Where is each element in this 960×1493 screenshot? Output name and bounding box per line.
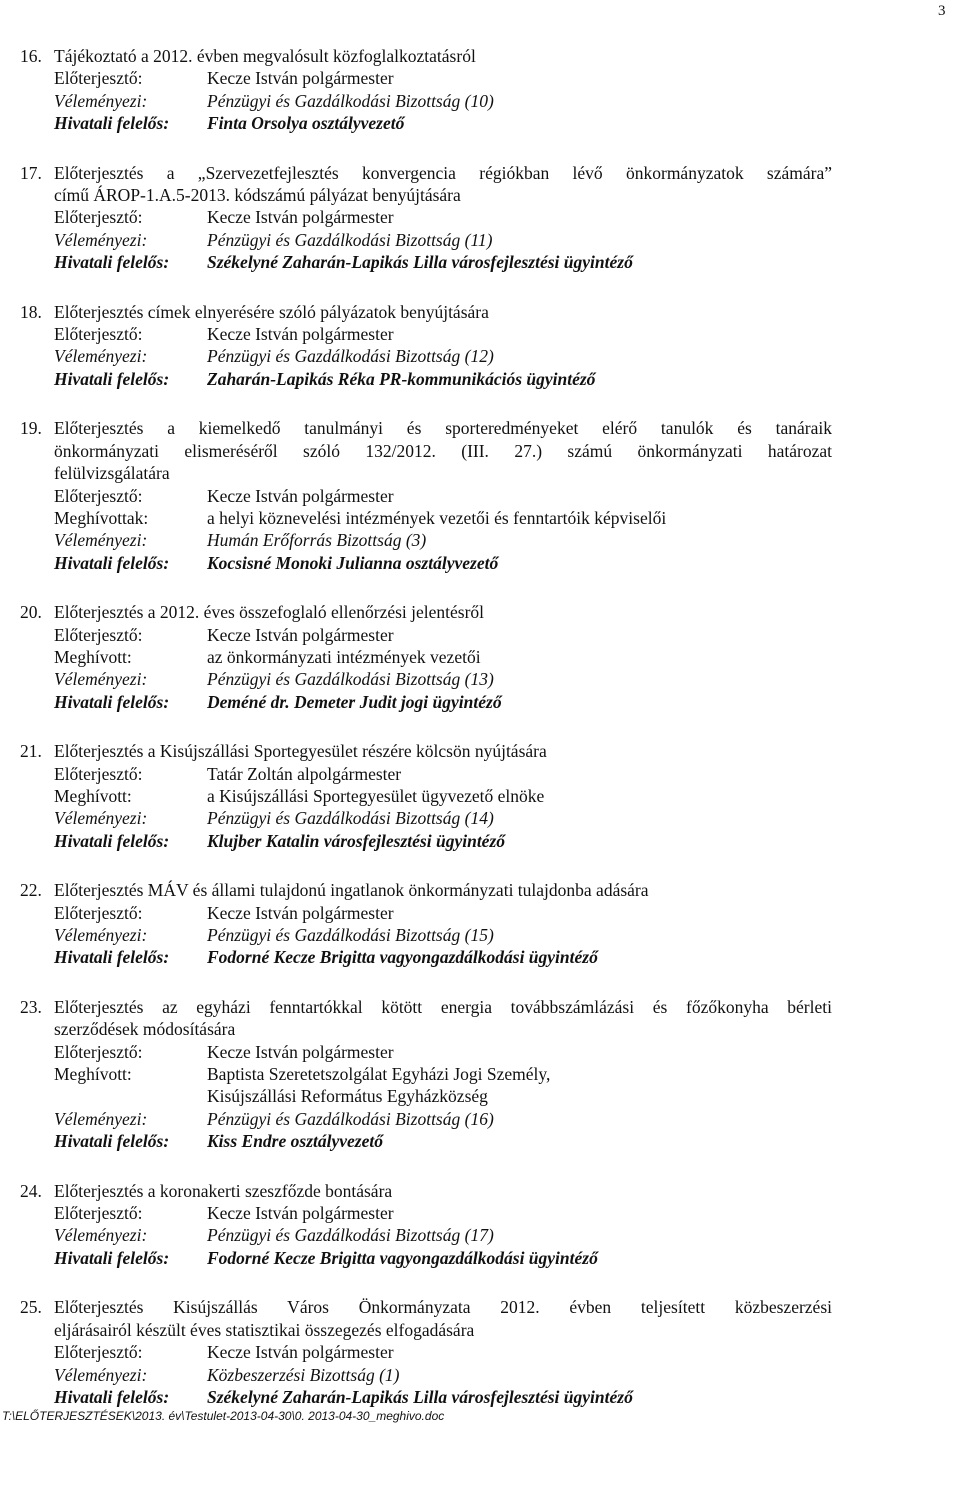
agenda-item-detail-row [20, 785, 832, 807]
agenda-item-number: 20. [20, 602, 42, 623]
detail-value: Kecze István polgármester [207, 1342, 394, 1363]
detail-label: Hivatali felelős: [54, 1131, 170, 1152]
detail-value: Kiss Endre osztályvezető [207, 1131, 383, 1152]
agenda-item [20, 1296, 832, 1408]
agenda-item-number: 22. [20, 880, 42, 901]
detail-value: Pénzügyi és Gazdálkodási Bizottság (16) [207, 1108, 494, 1129]
agenda-item-title [54, 601, 832, 623]
detail-label: Hivatali felelős: [54, 368, 170, 389]
agenda-item-number: 16. [20, 46, 42, 66]
detail-label: Előterjesztő: [54, 763, 143, 784]
agenda-item-number: 25. [20, 1297, 42, 1318]
detail-value: Deméné dr. Demeter Judit jogi ügyintéző [207, 691, 502, 712]
detail-label: Véleményezi: [54, 1108, 148, 1129]
detail-label: Előterjesztő: [54, 485, 143, 506]
agenda-item-title-line: Előterjesztés címek elnyerésére szóló pályázatok benyújtására [54, 301, 489, 322]
agenda-item [20, 301, 832, 391]
agenda-item-detail-row [20, 112, 832, 134]
detail-value: Kisújszállási Református Egyházközség [207, 1086, 488, 1107]
agenda-item-detail-row [20, 1247, 832, 1269]
detail-label: Véleményezi: [54, 1225, 148, 1246]
detail-label: Előterjesztő: [54, 1041, 143, 1062]
agenda-item-detail-row [20, 1085, 832, 1107]
agenda-item-title-line: Előterjesztés a Kisújszállási Sportegyesület részére kölcsön nyújtására [54, 741, 547, 762]
agenda-item-detail-row [20, 946, 832, 968]
detail-value: Klujber Katalin városfejlesztési ügyintéző [207, 830, 506, 851]
detail-label: Meghívottak: [54, 507, 149, 528]
detail-value: az önkormányzati intézmények vezetői [207, 646, 481, 667]
detail-value: a Kisújszállási Sportegyesület ügyvezető elnöke [207, 785, 545, 806]
detail-value: Kecze István polgármester [207, 485, 394, 506]
detail-value: Kecze István polgármester [207, 324, 394, 345]
agenda-item-detail-row [20, 1341, 832, 1363]
agenda-item-title-line: Előterjesztés az egyházi fenntartókkal kötött energia továbbszámlázási és főzőkonyha bérleti [54, 996, 832, 1017]
agenda-item-title [54, 162, 832, 207]
detail-label: Meghívott: [54, 785, 132, 806]
detail-value: Kecze István polgármester [207, 1203, 394, 1224]
detail-label: Előterjesztő: [54, 324, 143, 345]
detail-value: Fodorné Kecze Brigitta vagyongazdálkodási ügyintéző [207, 1247, 598, 1268]
page-number: 3 [938, 3, 946, 19]
agenda-item-detail-row [20, 1130, 832, 1152]
agenda-item-detail-row [20, 691, 832, 713]
detail-label: Véleményezi: [54, 530, 148, 551]
detail-label: Hivatali felelős: [54, 947, 170, 968]
detail-label: Hivatali felelős: [54, 1247, 170, 1268]
agenda-item [20, 1180, 832, 1270]
detail-label: Előterjesztő: [54, 207, 143, 228]
detail-value: Tatár Zoltán alpolgármester [207, 763, 402, 784]
agenda-item-number: 17. [20, 162, 42, 183]
agenda-item [20, 996, 832, 1153]
agenda-item-title-line: önkormányzati elismeréséről szóló 132/2012. (III. 27.) számú önkormányzati határozat [54, 440, 832, 461]
agenda-item [20, 879, 832, 969]
agenda-item-title-line: szerződések módosítására [54, 1019, 236, 1040]
agenda-item-title-line: Előterjesztés Kisújszállás Város Önkormányzata 2012. évben teljesített közbeszerzési [54, 1297, 832, 1318]
agenda-item-detail-row [20, 1108, 832, 1130]
detail-value: Pénzügyi és Gazdálkodási Bizottság (12) [207, 346, 494, 367]
agenda-item-detail-row [20, 1063, 832, 1085]
detail-label: Véleményezi: [54, 925, 148, 945]
detail-label: Hivatali felelős: [54, 830, 170, 851]
agenda-item-detail-row [20, 485, 832, 507]
agenda-item-detail-row [20, 1041, 832, 1063]
agenda-item-detail-row [20, 1202, 832, 1224]
agenda-item [20, 601, 832, 713]
agenda-item-number: 23. [20, 996, 42, 1017]
detail-label: Előterjesztő: [54, 68, 143, 89]
detail-value: Pénzügyi és Gazdálkodási Bizottság (15) [207, 925, 494, 945]
agenda-list [20, 45, 832, 1408]
detail-value: Humán Erőforrás Bizottság (3) [207, 530, 427, 551]
agenda-item-title [54, 45, 832, 67]
detail-value: Pénzügyi és Gazdálkodási Bizottság (13) [207, 669, 494, 690]
detail-label: Hivatali felelős: [54, 691, 170, 712]
agenda-item [20, 162, 832, 274]
detail-value: Baptista Szeretetszolgálat Egyházi Jogi Személy, [207, 1064, 551, 1085]
detail-value: Közbeszerzési Bizottság (1) [207, 1364, 400, 1385]
agenda-item-detail-row [20, 251, 832, 273]
agenda-item-title [54, 417, 832, 484]
detail-label: Előterjesztő: [54, 624, 143, 645]
detail-label [54, 1085, 207, 1107]
agenda-item-detail-row [20, 90, 832, 112]
agenda-item-title [54, 1296, 832, 1341]
detail-value: a helyi köznevelési intézmények vezetői és fenntartóik képviselői [207, 507, 667, 528]
agenda-item-title-line: Előterjesztés a kiemelkedő tanulmányi és sporteredményeket elérő tanulók és tanáraik [54, 418, 832, 439]
agenda-item-detail-row [20, 323, 832, 345]
agenda-item-title-line: Tájékoztató a 2012. évben megvalósult közfoglalkoztatásról [54, 46, 476, 66]
agenda-item-number: 18. [20, 301, 42, 322]
agenda-item-detail-row [20, 1224, 832, 1246]
agenda-item [20, 417, 832, 574]
detail-label: Véleményezi: [54, 346, 148, 367]
detail-label: Előterjesztő: [54, 1203, 143, 1224]
detail-label: Véleményezi: [54, 229, 148, 250]
detail-label: Véleményezi: [54, 669, 148, 690]
detail-value: Székelyné Zaharán-Lapikás Lilla városfejlesztési ügyintéző [207, 1386, 633, 1407]
agenda-item-detail-row [20, 529, 832, 551]
detail-label: Hivatali felelős: [54, 252, 170, 273]
detail-label: Véleményezi: [54, 90, 148, 111]
agenda-item-detail-row [20, 763, 832, 785]
detail-label: Véleményezi: [54, 808, 148, 829]
detail-label: Hivatali felelős: [54, 113, 170, 134]
agenda-item-detail-row [20, 345, 832, 367]
detail-value: Pénzügyi és Gazdálkodási Bizottság (11) [207, 229, 493, 250]
agenda-item-detail-row [20, 507, 832, 529]
agenda-item-title [54, 996, 832, 1041]
detail-label: Hivatali felelős: [54, 552, 170, 573]
agenda-item-detail-row [20, 902, 832, 924]
detail-label: Véleményezi: [54, 1364, 148, 1385]
agenda-item-detail-row [20, 206, 832, 228]
agenda-item-detail-row [20, 807, 832, 829]
agenda-item-title-line: eljárásairól készült éves statisztikai összegezés elfogadására [54, 1319, 475, 1340]
detail-value: Pénzügyi és Gazdálkodási Bizottság (17) [207, 1225, 494, 1246]
detail-value: Pénzügyi és Gazdálkodási Bizottság (10) [207, 90, 494, 111]
agenda-item-title-line: Előterjesztés a koronakerti szeszfőzde bontására [54, 1180, 393, 1201]
agenda-item-title-line: című ÁROP-1.A.5-2013. kódszámú pályázat benyújtására [54, 185, 461, 206]
footer-file-path: T:\ELŐTERJESZTÉSEK\2013. év\Testulet-2013-04-30\0. 2013-04-30_meghivo.doc [2, 1409, 445, 1423]
agenda-item-number: 21. [20, 741, 42, 762]
agenda-item-title [54, 879, 832, 901]
agenda-item-title [54, 1180, 832, 1202]
detail-value: Finta Orsolya osztályvezető [207, 113, 405, 134]
detail-value: Kocsisné Monoki Julianna osztályvezető [207, 552, 499, 573]
agenda-item-title-line: felülvizsgálatára [54, 463, 170, 484]
detail-value: Székelyné Zaharán-Lapikás Lilla városfejlesztési ügyintéző [207, 252, 633, 273]
detail-value: Zaharán-Lapikás Réka PR-kommunikációs ügyintéző [207, 368, 596, 389]
detail-label: Előterjesztő: [54, 1342, 143, 1363]
detail-label: Előterjesztő: [54, 902, 143, 923]
agenda-item-title-line: Előterjesztés a 2012. éves összefoglaló ellenőrzési jelentésről [54, 602, 485, 623]
detail-value: Kecze István polgármester [207, 902, 394, 923]
agenda-item [20, 740, 832, 852]
agenda-item-detail-row [20, 1364, 832, 1386]
agenda-item-detail-row [20, 229, 832, 251]
agenda-item-title [54, 740, 832, 762]
agenda-item-title-line: Előterjesztés MÁV és állami tulajdonú ingatlanok önkormányzati tulajdonba adására [54, 880, 649, 901]
detail-value: Kecze István polgármester [207, 624, 394, 645]
detail-label: Meghívott: [54, 646, 132, 667]
detail-label: Meghívott: [54, 1064, 132, 1085]
agenda-item-number: 19. [20, 418, 42, 439]
agenda-item-detail-row [20, 368, 832, 390]
agenda-item-detail-row [20, 552, 832, 574]
agenda-item-title-line: Előterjesztés a „Szervezetfejlesztés konvergencia régiókban lévő önkormányzatok számára” [54, 162, 832, 183]
agenda-item-detail-row [20, 624, 832, 646]
detail-value: Kecze István polgármester [207, 1041, 394, 1062]
agenda-item-detail-row [20, 924, 832, 946]
agenda-item [20, 45, 832, 135]
agenda-item-detail-row [20, 668, 832, 690]
agenda-item-number: 24. [20, 1180, 42, 1201]
detail-value: Kecze István polgármester [207, 207, 394, 228]
detail-value: Pénzügyi és Gazdálkodási Bizottság (14) [207, 808, 494, 829]
detail-value: Kecze István polgármester [207, 68, 394, 89]
detail-label: Hivatali felelős: [54, 1386, 170, 1407]
agenda-item-title [54, 301, 832, 323]
agenda-item-detail-row [20, 67, 832, 89]
detail-value: Fodorné Kecze Brigitta vagyongazdálkodási ügyintéző [207, 947, 598, 968]
agenda-item-detail-row [20, 646, 832, 668]
agenda-item-detail-row [20, 830, 832, 852]
